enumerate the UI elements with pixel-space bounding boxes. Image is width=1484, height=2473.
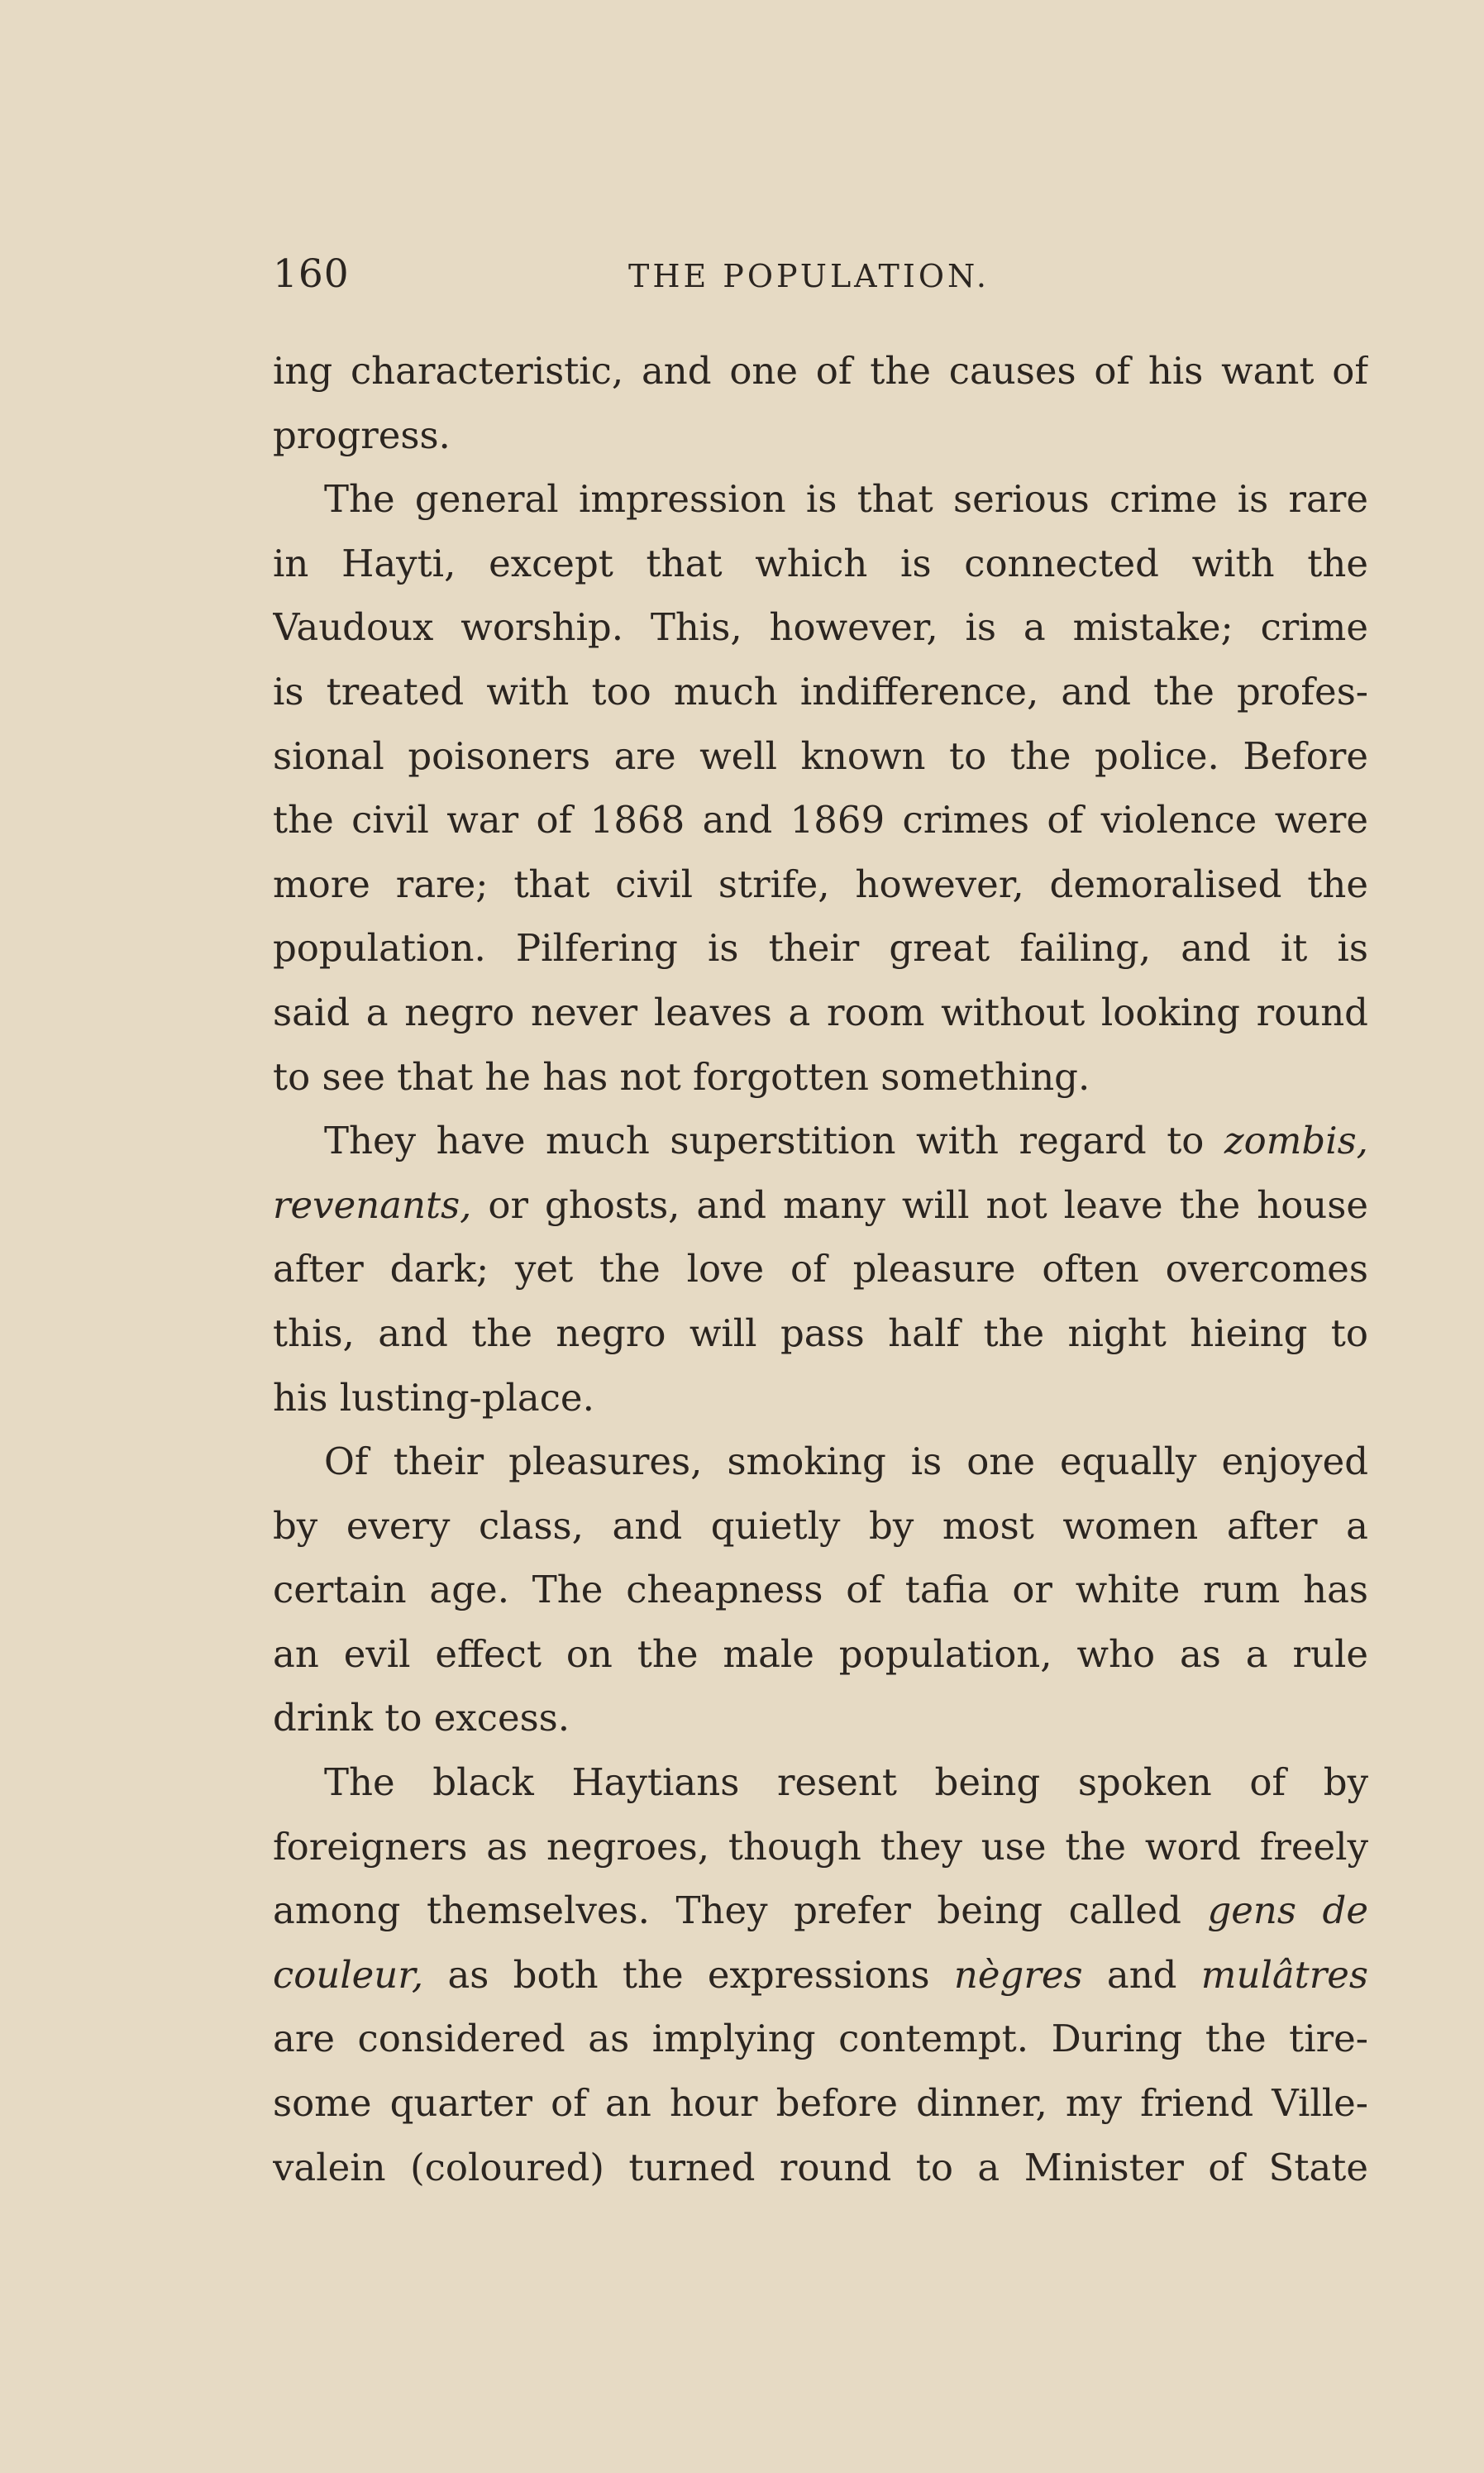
text-line: population. Pilfering is their great failing, and it is — [273, 926, 1368, 971]
page-number: 160 — [273, 251, 350, 297]
text-line: some quarter of an hour before dinner, my friend Ville- — [273, 2081, 1368, 2126]
text-line: more rare; that civil strife, however, demoralised the — [273, 862, 1368, 906]
running-head: THE POPULATION. — [628, 258, 990, 294]
text-line: The general impression is that serious crime is rare — [324, 477, 1368, 522]
text-line: this, and the negro will pass half the night hieing to — [273, 1310, 1368, 1355]
text-line: an evil effect on the male population, who as a rule — [273, 1631, 1368, 1676]
text-line: among themselves. They prefer being called gens de — [273, 1888, 1368, 1933]
body-text — [273, 339, 1368, 2199]
text-line: after dark; yet the love of pleasure often overcomes — [273, 1247, 1368, 1291]
text-line: The black Haytians resent being spoken of by — [324, 1760, 1368, 1805]
text-line: revenants, or ghosts, and many will not leave the house — [273, 1182, 1368, 1227]
text-line: Of their pleasures, smoking is one equally enjoyed — [324, 1439, 1368, 1484]
text-line: foreigners as negroes, though they use the word freely — [273, 1824, 1368, 1869]
text-line: Vaudoux worship. This, however, is a mistake; crime — [273, 605, 1368, 650]
text-line: by every class, and quietly by most women after a — [273, 1503, 1368, 1548]
text-line: is treated with too much indifference, and the profes- — [273, 669, 1368, 714]
text-line: the civil war of 1868 and 1869 crimes of violence were — [273, 798, 1368, 843]
text-line: sional poisoners are well known to the police. Before — [273, 733, 1368, 778]
text-line: couleur, as both the expressions nègres and mulâtres — [273, 1952, 1368, 1997]
page-header — [273, 251, 1364, 301]
text-line: drink to excess. — [273, 1696, 570, 1740]
text-line: valein (coloured) turned round to a Minister of State — [273, 2145, 1368, 2189]
text-line: progress. — [273, 413, 451, 457]
text-line: his lusting-place. — [273, 1375, 594, 1420]
text-line: are considered as implying contempt. During the tire- — [273, 2017, 1368, 2061]
text-line: certain age. The cheapness of tafia or white rum has — [273, 1568, 1368, 1612]
text-line: They have much superstition with regard to zombis, — [324, 1119, 1368, 1163]
text-line: in Hayti, except that which is connected with the — [273, 541, 1368, 585]
text-line: said a negro never leaves a room without looking round — [273, 990, 1368, 1034]
text-line: ing characteristic, and one of the causes of his want of — [273, 349, 1368, 393]
text-line: to see that he has not forgotten something. — [273, 1054, 1090, 1099]
